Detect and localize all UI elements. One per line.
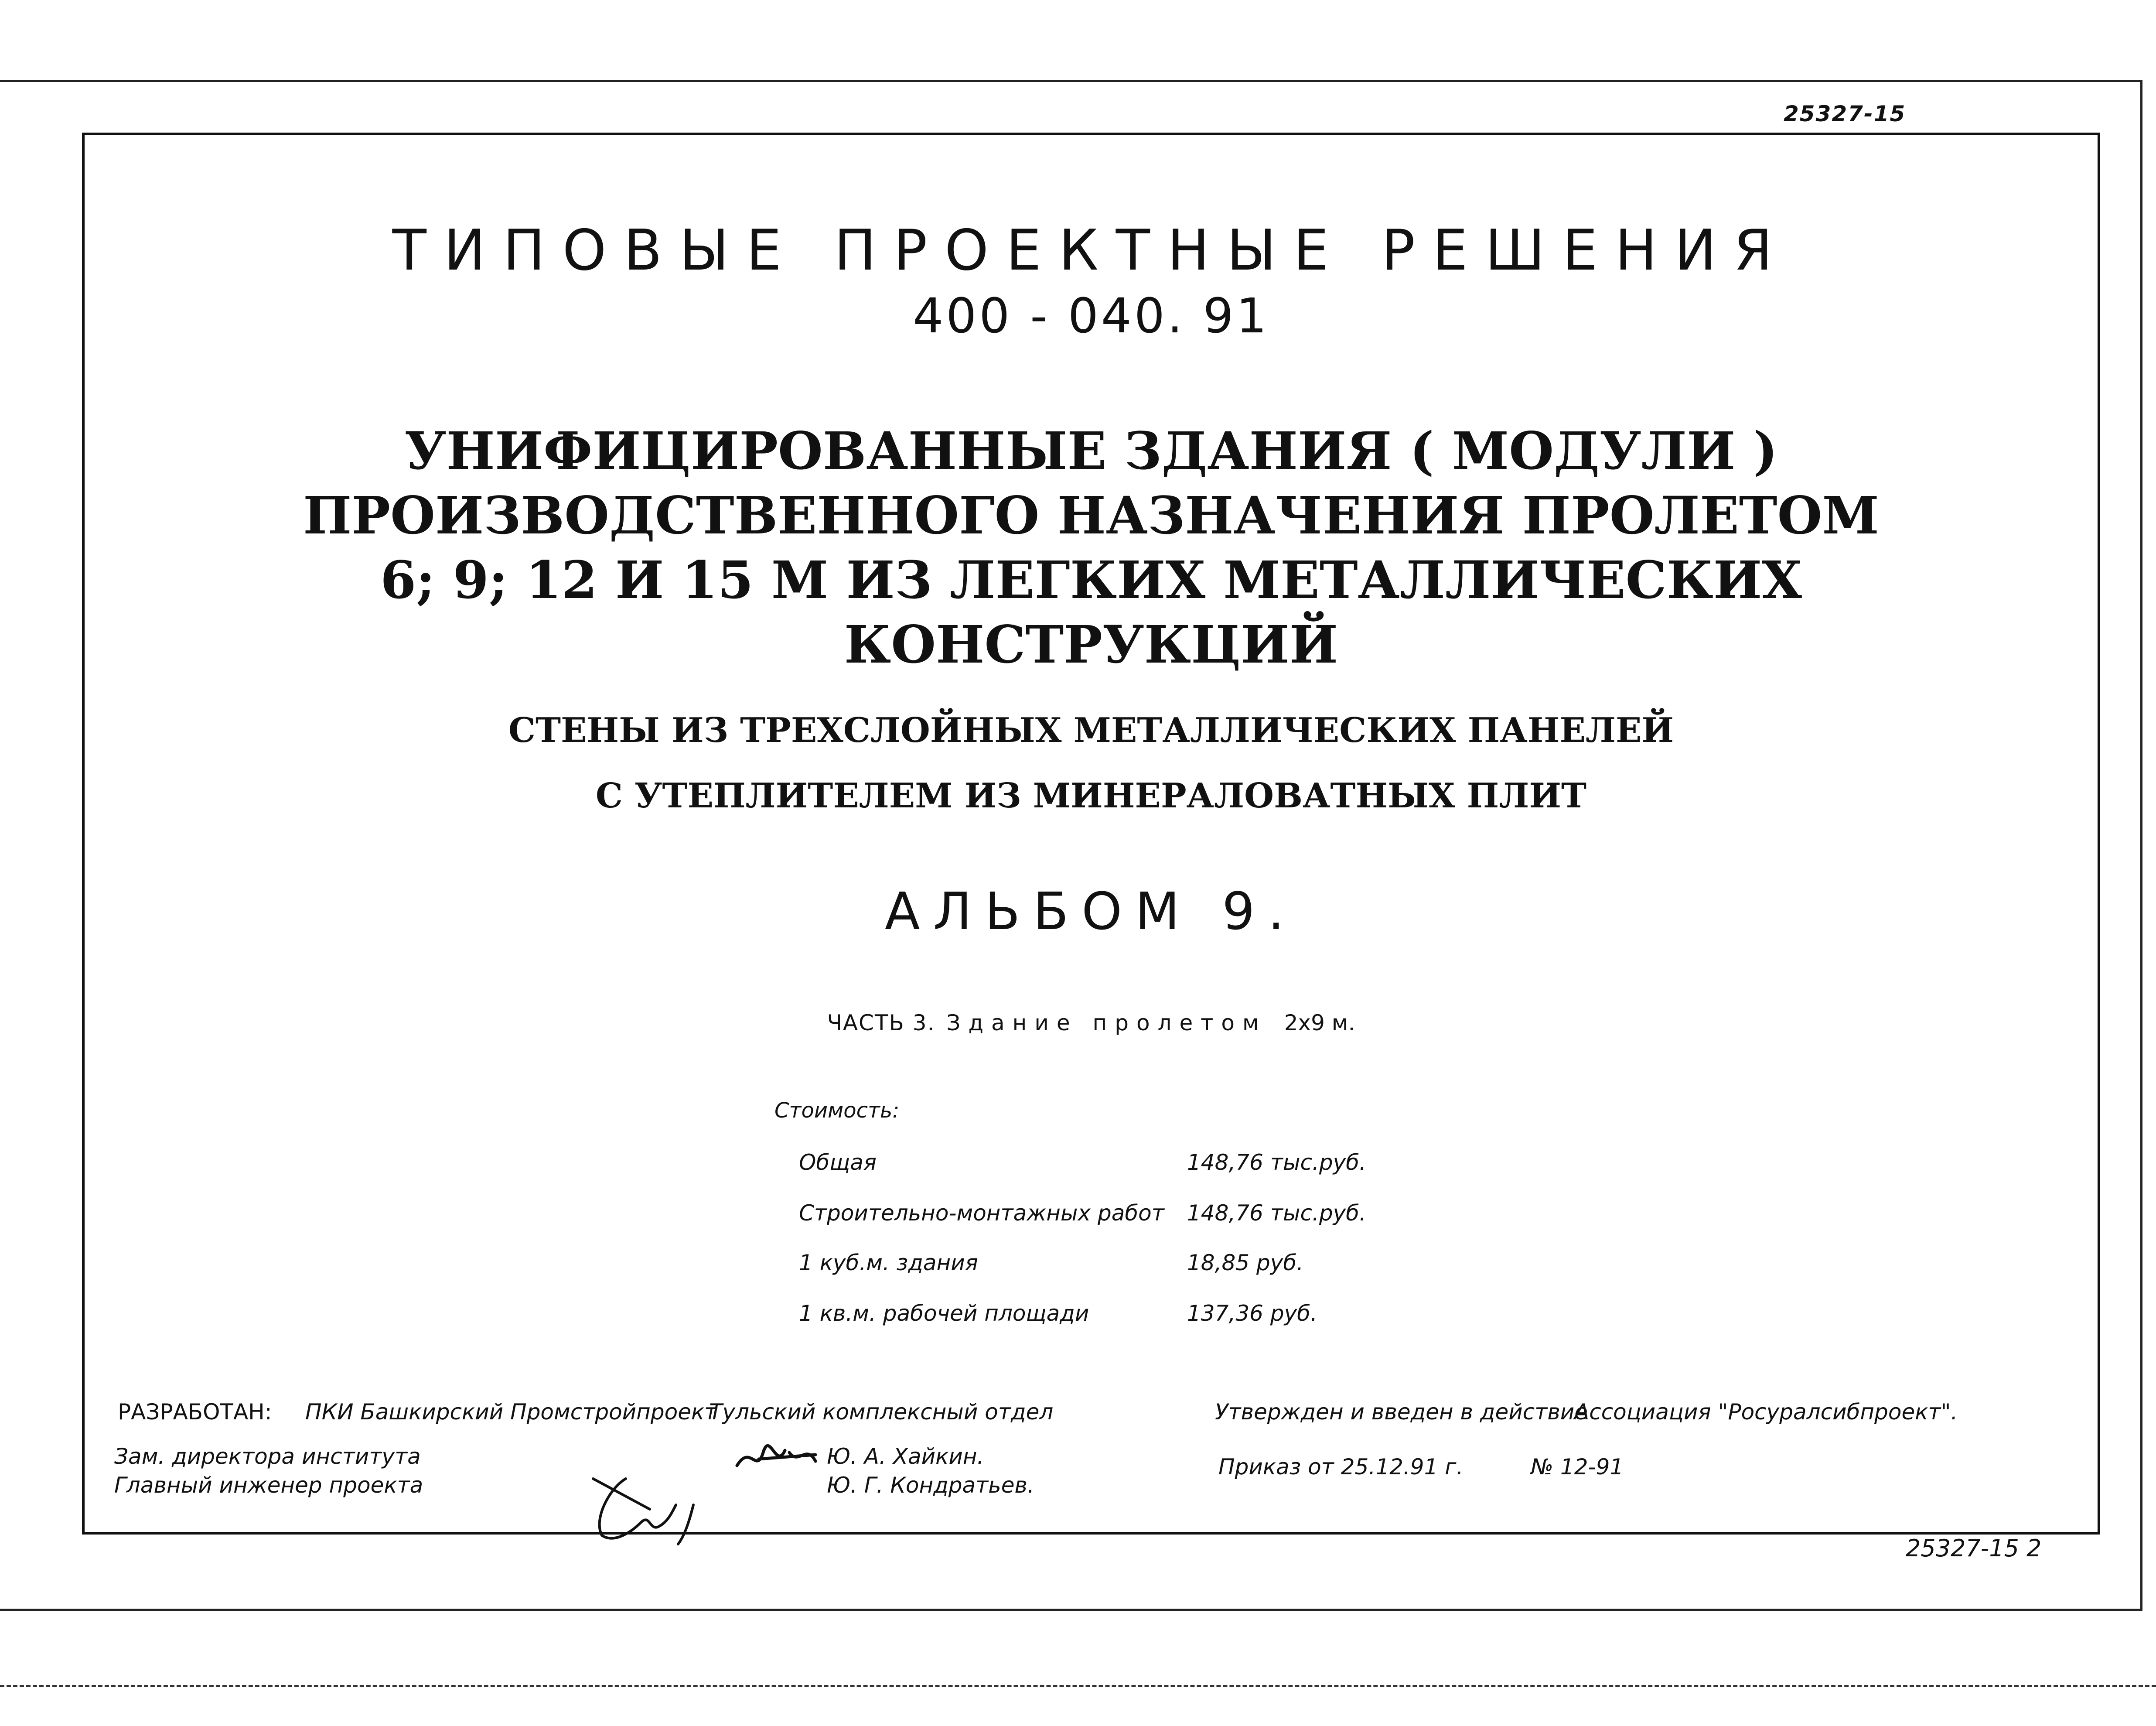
role-deputy-director: Зам. директора института	[114, 1444, 421, 1469]
cost-row-label: Строительно-монтажных работ	[799, 1200, 1164, 1226]
bottom-stamp: 25327-15 2	[1906, 1535, 2042, 1562]
developed-by-label: РАЗРАБОТАН:	[118, 1399, 272, 1425]
part-text: Здание пролетом	[946, 1010, 1267, 1036]
part-line	[82, 1010, 2100, 1036]
cost-row-label: 1 кв.м. рабочей площади	[799, 1301, 1089, 1326]
order-text: Приказ от 25.12.91 г.	[1218, 1454, 1463, 1480]
cost-row-value: 148,76 тыс.руб.	[1187, 1200, 1366, 1226]
subtitle-line: СТЕНЫ ИЗ ТРЕХСЛОЙНЫХ МЕТАЛЛИЧЕСКИХ ПАНЕЛЕЙ	[508, 711, 1674, 750]
part-label: ЧАСТЬ 3.	[827, 1010, 935, 1036]
cost-row-value: 137,36 руб.	[1187, 1301, 1317, 1326]
series-number: 400 - 040. 91	[913, 288, 1269, 344]
part-dimension: 2х9 м.	[1284, 1010, 1355, 1036]
role-chief-engineer: Главный инженер проекта	[114, 1473, 423, 1498]
signature-kondratiev	[584, 1461, 706, 1548]
top-document-number: 25327-15	[1784, 101, 1906, 126]
main-title-line: 6; 9; 12 И 15 М ИЗ ЛЕГКИХ МЕТАЛЛИЧЕСКИХ	[380, 550, 1802, 610]
cost-row-value: 148,76 тыс.руб.	[1187, 1150, 1366, 1175]
order-number-value: 12-91	[1560, 1454, 1624, 1480]
order-number	[1531, 1454, 1624, 1480]
approval-text: Утвержден и введен в действие	[1215, 1399, 1588, 1425]
signature-khaikin	[733, 1439, 820, 1479]
person-khaikin: Ю. А. Хайкин.	[827, 1444, 984, 1469]
cost-header: Стоимость:	[774, 1098, 900, 1123]
developer-department: Тульский комплексный отдел	[709, 1399, 1054, 1425]
cost-row-label: 1 куб.м. здания	[799, 1250, 978, 1275]
series-title: ТИПОВЫЕ ПРОЕКТНЫЕ РЕШЕНИЯ	[392, 218, 1790, 283]
main-title-line: УНИФИЦИРОВАННЫЕ ЗДАНИЯ ( МОДУЛИ )	[404, 420, 1778, 481]
main-title	[82, 419, 2100, 677]
main-title-line: ПРОИЗВОДСТВЕННОГО НАЗНАЧЕНИЯ ПРОЛЕТОМ	[303, 485, 1880, 546]
person-kondratiev: Ю. Г. Кондратьев.	[827, 1473, 1034, 1498]
subtitle-line: С УТЕПЛИТЕЛЕМ ИЗ МИНЕРАЛОВАТНЫХ ПЛИТ	[595, 776, 1587, 816]
main-title-line: КОНСТРУКЦИЙ	[844, 614, 1338, 675]
subtitle	[82, 698, 2100, 829]
developer-organization: ПКИ Башкирский Промстройпроект	[305, 1399, 717, 1425]
cut-line	[0, 1685, 2156, 1687]
cost-row-value: 18,85 руб.	[1187, 1250, 1304, 1275]
album-title: АЛЬБОМ 9.	[884, 881, 1298, 941]
approving-association: Ассоциация "Росуралсибпроект".	[1574, 1399, 1958, 1425]
order-number-label: №	[1531, 1454, 1554, 1480]
cost-row-label: Общая	[799, 1150, 877, 1175]
